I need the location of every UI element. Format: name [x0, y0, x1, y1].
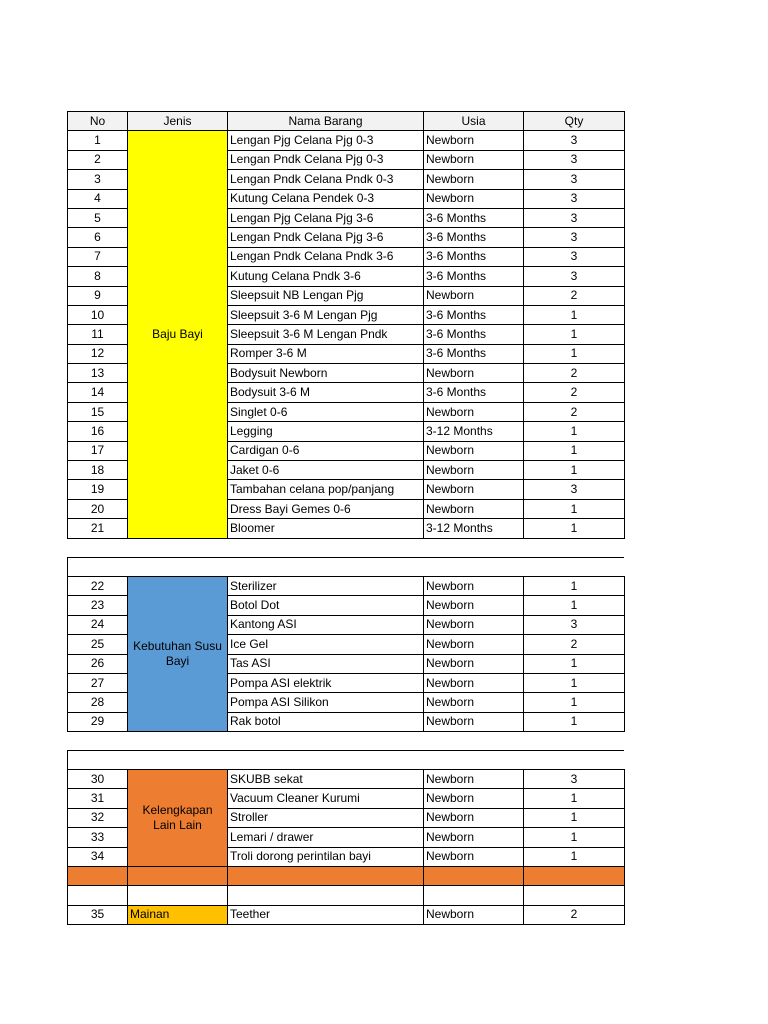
- cell-nama: Lengan Pndk Celana Pjg 3-6: [228, 228, 424, 247]
- cell-no: 21: [68, 519, 128, 538]
- cell-qty: 1: [524, 847, 625, 866]
- cell-no: 16: [68, 422, 128, 441]
- cell-usia: 3-6 Months: [424, 208, 524, 227]
- cell-nama: SKUBB sekat: [228, 770, 424, 789]
- cell-usia: 3-6 Months: [424, 383, 524, 402]
- cell-no: 23: [68, 596, 128, 615]
- cell-usia: Newborn: [424, 654, 524, 673]
- table-row: [68, 905, 625, 924]
- orange-filler-row: [68, 866, 625, 885]
- cell-nama: Legging: [228, 422, 424, 441]
- table-baju-bayi: [67, 111, 625, 539]
- cell-nama: Sterilizer: [228, 577, 424, 596]
- cell-no: 17: [68, 441, 128, 460]
- category-kelengkapan-lain-lain: Kelengkapan Lain Lain: [128, 770, 228, 867]
- table-row: [68, 131, 625, 150]
- cell-usia: Newborn: [424, 693, 524, 712]
- cell-nama: Lengan Pjg Celana Pjg 3-6: [228, 208, 424, 227]
- cell-no: 24: [68, 615, 128, 634]
- cell-usia: Newborn: [424, 905, 524, 924]
- cell-qty: 2: [524, 286, 625, 305]
- cell-qty: 3: [524, 267, 625, 286]
- table-row: [68, 577, 625, 596]
- cell-qty: 2: [524, 364, 625, 383]
- cell-qty: 1: [524, 441, 625, 460]
- cell-qty: 3: [524, 247, 625, 266]
- cell-no: 9: [68, 286, 128, 305]
- header-row: [68, 112, 625, 131]
- cell-qty: 1: [524, 461, 625, 480]
- cell-qty: 1: [524, 596, 625, 615]
- cell-nama: Stroller: [228, 808, 424, 827]
- cell-qty: 1: [524, 577, 625, 596]
- cell-usia: Newborn: [424, 828, 524, 847]
- cell-nama: Tambahan celana pop/panjang: [228, 480, 424, 499]
- cell-usia: Newborn: [424, 808, 524, 827]
- cell-nama: Sleepsuit 3-6 M Lengan Pndk: [228, 325, 424, 344]
- cell-no: 1: [68, 131, 128, 150]
- cell-qty: 1: [524, 789, 625, 808]
- cell-usia: Newborn: [424, 499, 524, 518]
- cell-no: 30: [68, 770, 128, 789]
- cell-usia: Newborn: [424, 150, 524, 169]
- cell-no: 28: [68, 693, 128, 712]
- cell-usia: Newborn: [424, 635, 524, 654]
- cell-usia: Newborn: [424, 402, 524, 421]
- cell-usia: Newborn: [424, 189, 524, 208]
- cell-qty: 3: [524, 770, 625, 789]
- cell-nama: Jaket 0-6: [228, 461, 424, 480]
- cell-qty: 3: [524, 228, 625, 247]
- cell-qty: 1: [524, 828, 625, 847]
- cell-usia: 3-6 Months: [424, 228, 524, 247]
- header-jenis: Jenis: [128, 112, 228, 131]
- table-kebutuhan-susu: [67, 576, 625, 732]
- cell-usia: Newborn: [424, 170, 524, 189]
- cell-no: 20: [68, 499, 128, 518]
- cell-usia: Newborn: [424, 615, 524, 634]
- cell-usia: Newborn: [424, 131, 524, 150]
- cell-qty: 1: [524, 808, 625, 827]
- category-kebutuhan-susu-bayi: Kebutuhan Susu Bayi: [128, 577, 228, 732]
- table-row: [68, 770, 625, 789]
- cell-qty: 2: [524, 635, 625, 654]
- cell-qty: 1: [524, 305, 625, 324]
- cell-qty: 1: [524, 693, 625, 712]
- cell-nama: Lengan Pndk Celana Pndk 0-3: [228, 170, 424, 189]
- table-kelengkapan-lain: [67, 769, 625, 925]
- cell-nama: Pompa ASI Silikon: [228, 693, 424, 712]
- cell-no: 13: [68, 364, 128, 383]
- cell-usia: Newborn: [424, 577, 524, 596]
- cell-usia: 3-12 Months: [424, 422, 524, 441]
- cell-usia: Newborn: [424, 286, 524, 305]
- cell-no: 3: [68, 170, 128, 189]
- cell-nama: Lengan Pjg Celana Pjg 0-3: [228, 131, 424, 150]
- cell-no: 33: [68, 828, 128, 847]
- cell-qty: 1: [524, 325, 625, 344]
- cell-no: 8: [68, 267, 128, 286]
- cell-usia: Newborn: [424, 673, 524, 692]
- cell-usia: 3-6 Months: [424, 305, 524, 324]
- cell-qty: 3: [524, 170, 625, 189]
- header-no: No: [68, 112, 128, 131]
- cell-qty: 1: [524, 654, 625, 673]
- cell-nama: Sleepsuit NB Lengan Pjg: [228, 286, 424, 305]
- cell-usia: 3-6 Months: [424, 247, 524, 266]
- cell-nama: Cardigan 0-6: [228, 441, 424, 460]
- cell-nama: Bodysuit 3-6 M: [228, 383, 424, 402]
- empty-row: [68, 886, 625, 905]
- cell-qty: 3: [524, 131, 625, 150]
- section-separator: [67, 750, 624, 769]
- cell-usia: 3-6 Months: [424, 325, 524, 344]
- cell-nama: Lemari / drawer: [228, 828, 424, 847]
- cell-nama: Bodysuit Newborn: [228, 364, 424, 383]
- cell-nama: Lengan Pndk Celana Pjg 0-3: [228, 150, 424, 169]
- header-usia: Usia: [424, 112, 524, 131]
- cell-qty: 3: [524, 208, 625, 227]
- cell-usia: Newborn: [424, 712, 524, 731]
- cell-nama: Pompa ASI elektrik: [228, 673, 424, 692]
- cell-nama: Sleepsuit 3-6 M Lengan Pjg: [228, 305, 424, 324]
- cell-no: 10: [68, 305, 128, 324]
- cell-nama: Lengan Pndk Celana Pndk 3-6: [228, 247, 424, 266]
- cell-usia: Newborn: [424, 596, 524, 615]
- cell-qty: 1: [524, 344, 625, 363]
- cell-no: 18: [68, 461, 128, 480]
- cell-usia: Newborn: [424, 364, 524, 383]
- cell-no: 32: [68, 808, 128, 827]
- cell-nama: Tas ASI: [228, 654, 424, 673]
- cell-no: 11: [68, 325, 128, 344]
- cell-qty: 1: [524, 673, 625, 692]
- cell-no: 26: [68, 654, 128, 673]
- cell-nama: Rak botol: [228, 712, 424, 731]
- cell-nama: Kutung Celana Pendek 0-3: [228, 189, 424, 208]
- cell-nama: Ice Gel: [228, 635, 424, 654]
- cell-qty: 1: [524, 499, 625, 518]
- cell-nama: Romper 3-6 M: [228, 344, 424, 363]
- cell-qty: 2: [524, 383, 625, 402]
- cell-nama: Bloomer: [228, 519, 424, 538]
- category-mainan: Mainan: [128, 905, 228, 924]
- cell-no: 7: [68, 247, 128, 266]
- category-baju-bayi: Baju Bayi: [128, 131, 228, 538]
- cell-no: 12: [68, 344, 128, 363]
- cell-nama: Singlet 0-6: [228, 402, 424, 421]
- cell-qty: 3: [524, 150, 625, 169]
- cell-qty: 1: [524, 422, 625, 441]
- cell-usia: Newborn: [424, 480, 524, 499]
- cell-qty: 1: [524, 712, 625, 731]
- cell-no: 4: [68, 189, 128, 208]
- cell-nama: Troli dorong perintilan bayi: [228, 847, 424, 866]
- cell-no: 6: [68, 228, 128, 247]
- cell-nama: Kutung Celana Pndk 3-6: [228, 267, 424, 286]
- cell-no: 35: [68, 905, 128, 924]
- cell-usia: 3-6 Months: [424, 267, 524, 286]
- cell-no: 15: [68, 402, 128, 421]
- cell-no: 34: [68, 847, 128, 866]
- cell-usia: Newborn: [424, 461, 524, 480]
- cell-nama: Botol Dot: [228, 596, 424, 615]
- cell-no: 22: [68, 577, 128, 596]
- cell-nama: Vacuum Cleaner Kurumi: [228, 789, 424, 808]
- cell-usia: 3-6 Months: [424, 344, 524, 363]
- cell-qty: 3: [524, 189, 625, 208]
- cell-no: 29: [68, 712, 128, 731]
- cell-usia: Newborn: [424, 847, 524, 866]
- cell-qty: 1: [524, 519, 625, 538]
- cell-usia: Newborn: [424, 770, 524, 789]
- cell-qty: 3: [524, 480, 625, 499]
- cell-usia: Newborn: [424, 441, 524, 460]
- header-nama-barang: Nama Barang: [228, 112, 424, 131]
- cell-no: 25: [68, 635, 128, 654]
- cell-qty: 2: [524, 905, 625, 924]
- cell-nama: Dress Bayi Gemes 0-6: [228, 499, 424, 518]
- cell-qty: 3: [524, 615, 625, 634]
- cell-no: 27: [68, 673, 128, 692]
- cell-no: 5: [68, 208, 128, 227]
- cell-qty: 2: [524, 402, 625, 421]
- cell-no: 2: [68, 150, 128, 169]
- cell-no: 31: [68, 789, 128, 808]
- cell-usia: 3-12 Months: [424, 519, 524, 538]
- cell-usia: Newborn: [424, 789, 524, 808]
- cell-no: 14: [68, 383, 128, 402]
- section-separator: [67, 557, 624, 576]
- cell-nama: Kantong ASI: [228, 615, 424, 634]
- cell-nama: Teether: [228, 905, 424, 924]
- cell-no: 19: [68, 480, 128, 499]
- header-qty: Qty: [524, 112, 625, 131]
